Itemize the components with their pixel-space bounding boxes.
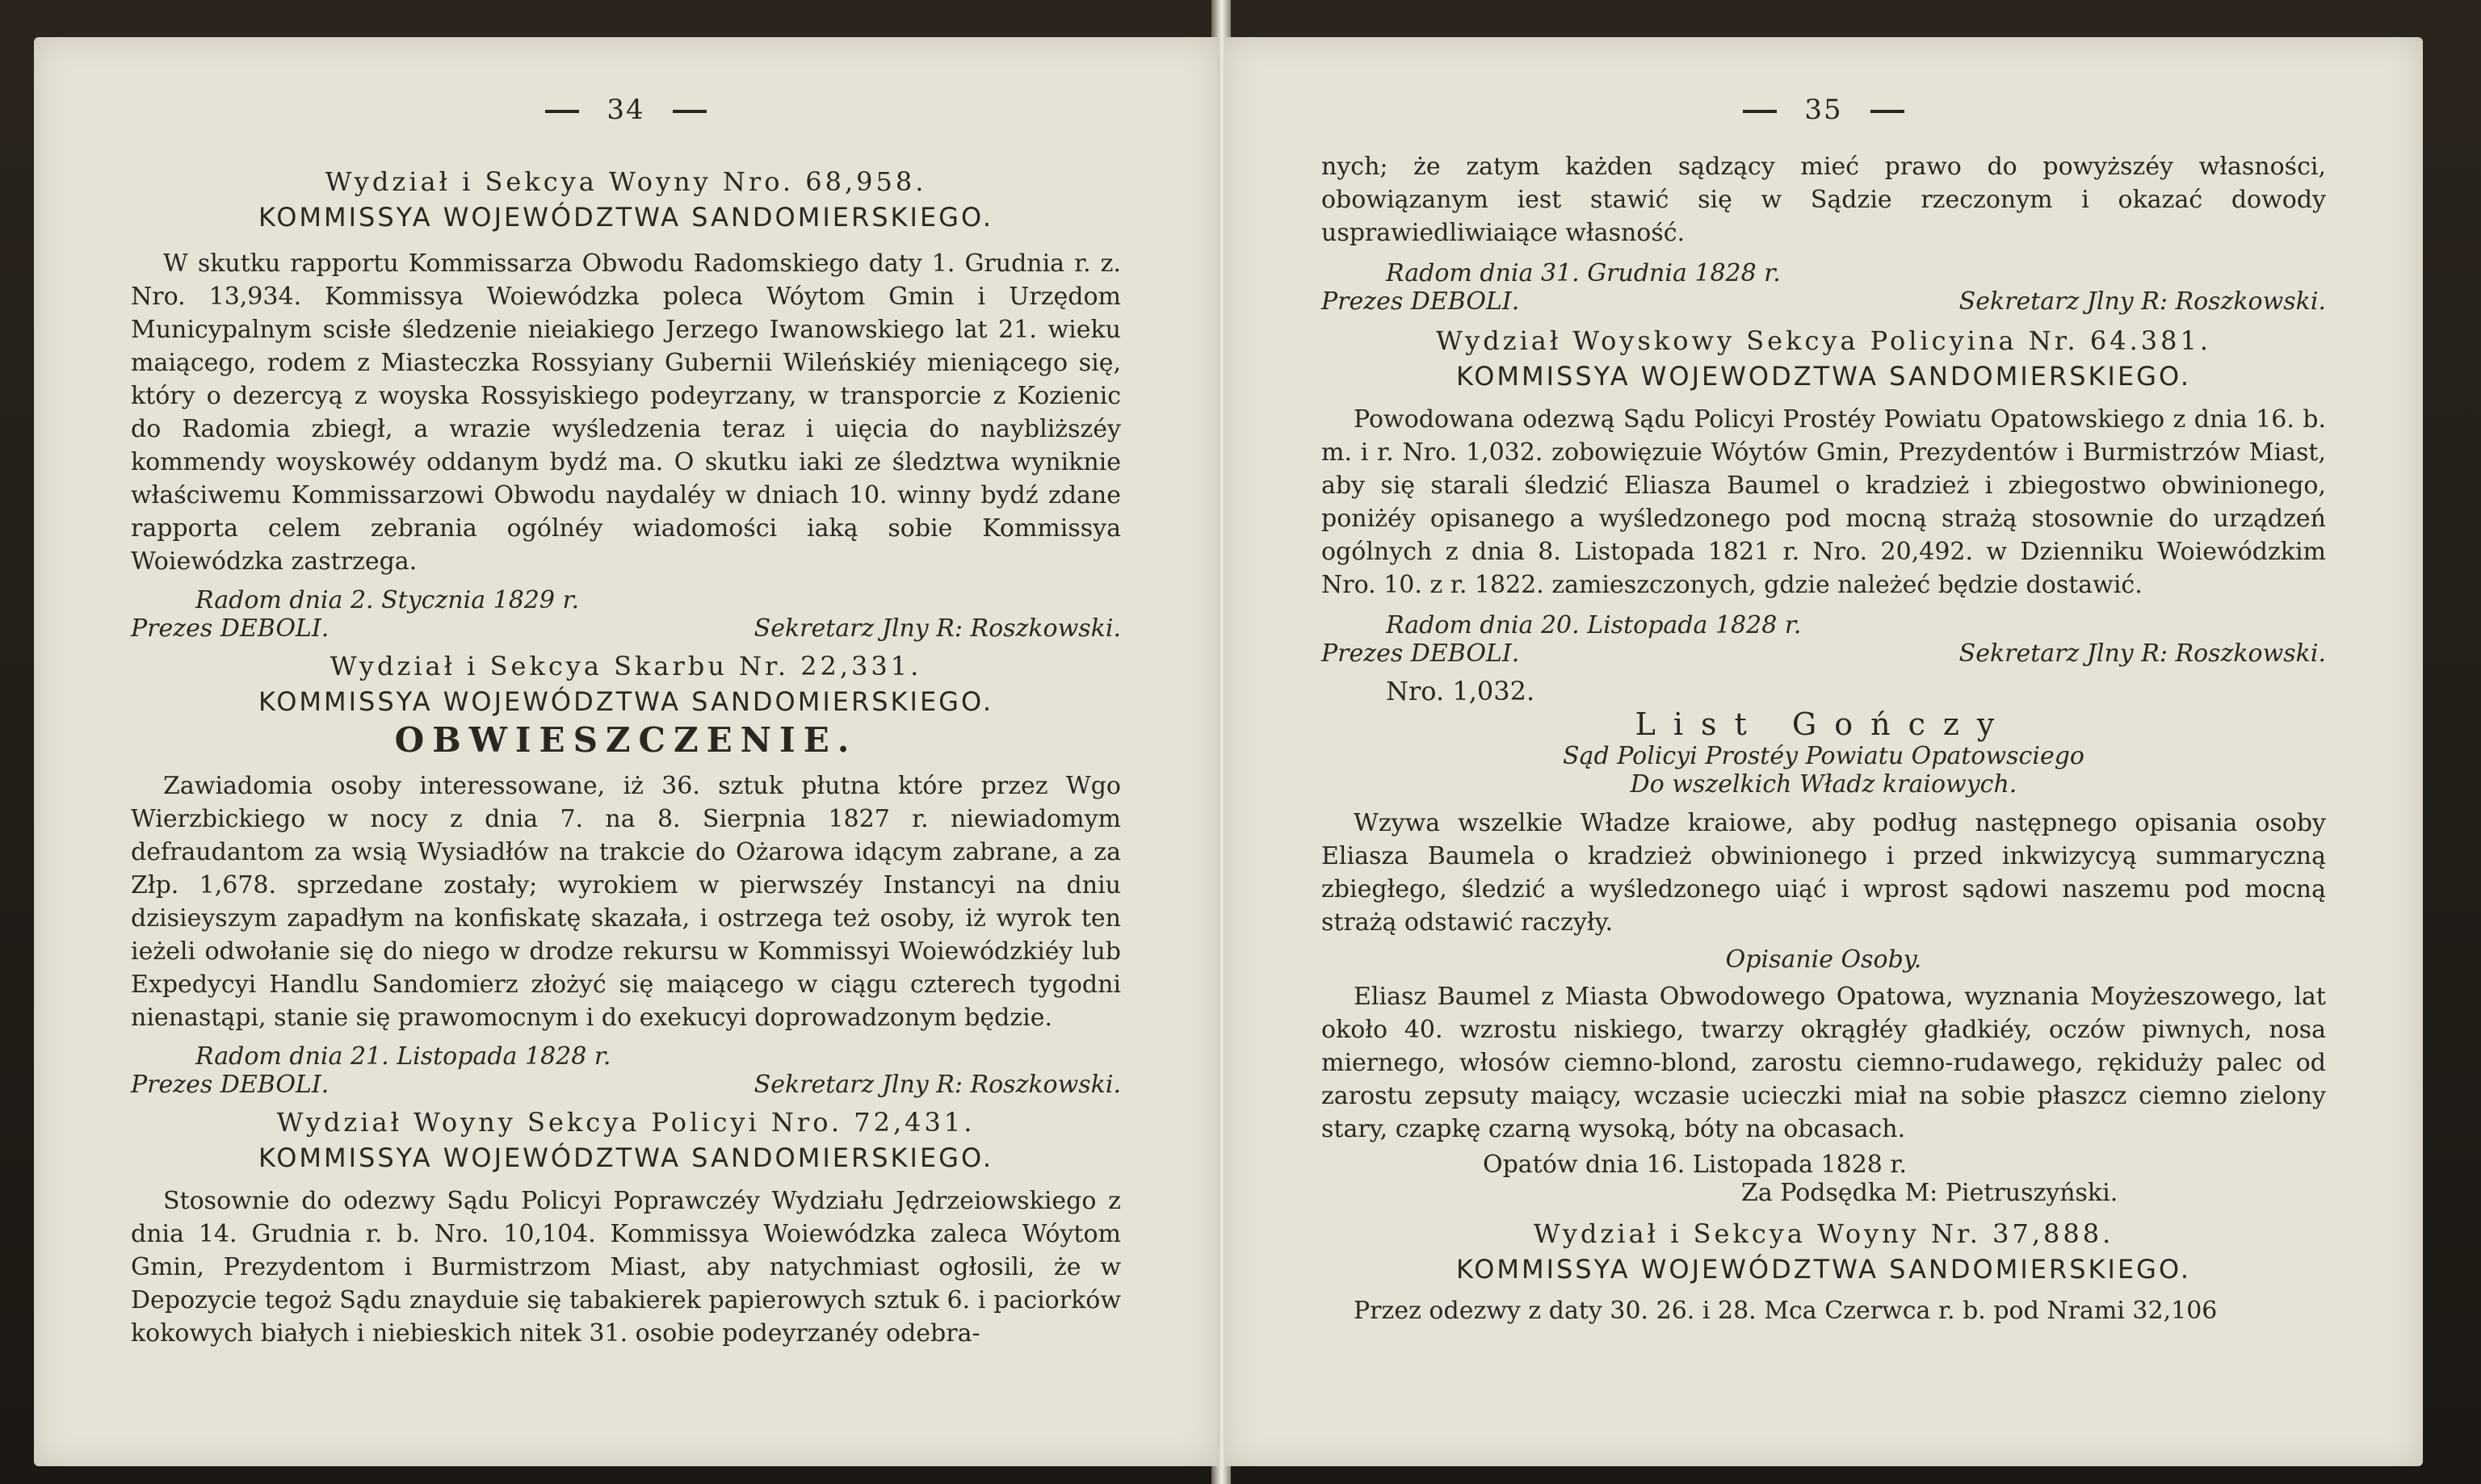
prezes-signature: Prezes DEBOLI. (131, 614, 330, 643)
prezes-signature: Prezes DEBOLI. (1321, 287, 1520, 316)
signature-line (131, 1071, 1121, 1099)
notice-date: Radom dnia 31. Grudnia 1828 r. (1386, 259, 1781, 287)
signature-line (131, 614, 1121, 643)
notice-body: Stosownie do odezwy Sądu Policyi Poprawczéy Wydziału Jędrzeiowskiego z dnia 14. Grudnia r. b. Nro. 10,104. Kommissya Woiewódzka zaleca Wóytom Gmin, Prezydentom i Burmistrzom Miast, aby natychmiast ogłosili, że w Depozycie tegoż Sądu znayduie się tabakierek papierowych sztuk 6. i paciorków kokowych białych i niebieskich nitek 31. osobie podeyrzanéy odebra- (131, 1187, 1121, 1348)
left-column (131, 166, 1121, 1350)
notice-body: Zawiadomia osoby interessowane, iż 36. sztuk płutna które przez Wgo Wierzbickiego w nocy z dnia 7. na 8. Sierpnia 1827 r. niewiadomym defraudantom za wsią Wysiadłów na trakcie do Ożarowa idącym zabrane, a za Złp. 1,678. sprzedane zostały; wyrokiem w pierwszéy Instancyi na dniu dzisieyszym zapadłym na konfiskatę skazała, i ostrzega też osoby, iż wyrok ten ieżeli odwołanie się do niego w drodze rekursu w Kommissyi Woiewódzkiéy lub Expedycyi Handlu Sandomierz złożyć się maiącego w ciągu czterech tygodni nienastąpi, stanie się prawomocnym i do exekucyi doprowadzonym będzie. (131, 772, 1121, 1032)
left-page (34, 37, 1218, 1466)
signature-line (1321, 287, 2326, 316)
dept-heading: Wydział i Sekcya Woyny Nro. 68,958. (325, 166, 927, 197)
notice-body: W skutku rapportu Kommissarza Obwodu Radomskiego daty 1. Grudnia r. z. Nro. 13,934. Kommissya Woiewódzka poleca Wóytom Gmin i Urzędom Municypalnym scisłe śledzenie nieiakiego Jerzego Iwanowskiego lat 21. wieku maiącego, rodem z Miasteczka Rossyiany Gubernii Wileńskiéy mieniącego się, który o dezercyą z woyska Rossyiskiego podeyrzany, w transporcie z Kozienic do Radomia zbiegł, a wrazie wyśledzenia teraz i uięcia do naybliższéy kommendy woyskowéy oddanym bydź ma. O skutku iaki ze śledztwa wyniknie właściwemu Kommissarzowi Obwodu naydaléy w dniach 10. winny bydź zdane rapporta celem zebrania ogólnéy wiadomości iaką sobie Kommissya Woiewódzka zastrzega. (131, 249, 1121, 576)
description-heading: Opisanie Osoby. (1725, 945, 1922, 974)
court-address-line: Do wszelkich Władz kraiowych. (1630, 770, 2017, 799)
right-column (1321, 150, 2326, 1327)
commission-heading: KOMMISSYA WOJEWODZTWA SANDOMIERSKIEGO. (1455, 361, 2192, 392)
notice-date: Radom dnia 20. Listopada 1828 r. (1386, 611, 1802, 639)
dept-heading: Wydział Woyskowy Sekcya Policyina Nr. 64.381. (1435, 325, 2212, 356)
continued-text: nych; że zatym każden sądzący mieć prawo do powyższéy własności, obowiązanym iest stawić się w Sądzie rzeczonym i okazać dowody usprawiedliwiaiące własność. (1321, 153, 2326, 247)
dept-heading: Wydział Woyny Sekcya Policyi Nro. 72,431. (276, 1107, 976, 1138)
notice-body: Wzywa wszelkie Władze kraiowe, aby podług następnego opisania osoby Eliasza Baumela o kradzież obwinionego i przed inkwizycyą summaryczną zbiegłego, śledzić a wyśledzonego uiąć i wprost sądowi naszemu pod mocną strażą odstawić raczyły. (1321, 809, 2326, 937)
right-page (1224, 37, 2423, 1466)
podsedek-signature: Za Podsędka M: Pietruszyński. (1741, 1179, 2118, 1207)
dept-heading: Wydział i Sekcya Woyny Nr. 37,888. (1533, 1218, 2114, 1249)
obwieszczenie-heading: OBWIESZCZENIE. (394, 720, 858, 760)
page-number-right (1224, 94, 2423, 126)
court-line: Sąd Policyi Prostéy Powiatu Opatowsciego (1563, 742, 2084, 770)
notice-date: Radom dnia 2. Stycznia 1829 r. (195, 586, 580, 614)
sekretarz-signature: Sekretarz Jlny R: Roszkowski. (1958, 287, 2326, 316)
commission-heading: KOMMISSYA WOJEWÓDZTWA SANDOMIERSKIEGO. (258, 1142, 994, 1173)
notice-body: Powodowana odezwą Sądu Policyi Prostéy Powiatu Opatowskiego z dnia 16. b. m. i r. Nro. 1,032. zobowięzuie Wóytów Gmin, Prezydentów i Burmistrzów Miast, aby się starali śledzić Eliasza Baumel o kradzież i zbiegostwo obwinionego, poniżéy opisanego a wyśledzonego pod mocną strażą stosownie do urządzeń ogólnych z dnia 8. Listopada 1821 r. Nro. 20,492. w Dzienniku Woiewódzkim Nro. 10. z r. 1822. zamieszczonych, gdzie należeć będzie dostawić. (1321, 405, 2326, 599)
commission-heading: KOMMISSYA WOJEWÓDZTWA SANDOMIERSKIEGO. (1455, 1254, 2192, 1285)
page-number-left (34, 94, 1218, 126)
commission-heading: KOMMISSYA WOJEWÓDZTWA SANDOMIERSKIEGO. (258, 202, 994, 233)
page-number-text: 35 (1804, 94, 1843, 126)
sekretarz-signature: Sekretarz Jlny R: Roszkowski. (754, 1071, 1121, 1099)
dept-heading: Wydział i Sekcya Skarbu Nr. 22,331. (330, 651, 922, 681)
prezes-signature: Prezes DEBOLI. (1321, 639, 1520, 668)
sekretarz-signature: Sekretarz Jlny R: Roszkowski. (1958, 639, 2326, 668)
notice-body: Przez odezwy z daty 30. 26. i 28. Mca Czerwca r. b. pod Nrami 32,106 (1354, 1297, 2218, 1325)
opatow-date: Opatów dnia 16. Listopada 1828 r. (1483, 1151, 1908, 1179)
list-gonczy-heading: List Gończy (1635, 706, 2013, 742)
commission-heading: KOMMISSYA WOJEWÓDZTWA SANDOMIERSKIEGO. (258, 686, 994, 717)
sekretarz-signature: Sekretarz Jlny R: Roszkowski. (754, 614, 1121, 643)
page-number-text: 34 (607, 94, 645, 126)
notice-date: Radom dnia 21. Listopada 1828 r. (195, 1042, 611, 1071)
nro-line: Nro. 1,032. (1386, 676, 1535, 706)
prezes-signature: Prezes DEBOLI. (131, 1071, 330, 1099)
signature-line (1321, 639, 2326, 668)
person-description: Eliasz Baumel z Miasta Obwodowego Opatowa, wyznania Moyżeszowego, lat około 40. wzrostu niskiego, twarzy okrągłéy gładkiéy, oczów piwnych, nosa miernego, włosów ciemno-blond, zarostu ciemno-rudawego, rękiduży palec od zarostu zepsuty maiący, wczasie ucieczki miał na sobie płaszcz ciemno zielony stary, czapkę czarną wysoką, bóty na obcasach. (1321, 983, 2326, 1143)
